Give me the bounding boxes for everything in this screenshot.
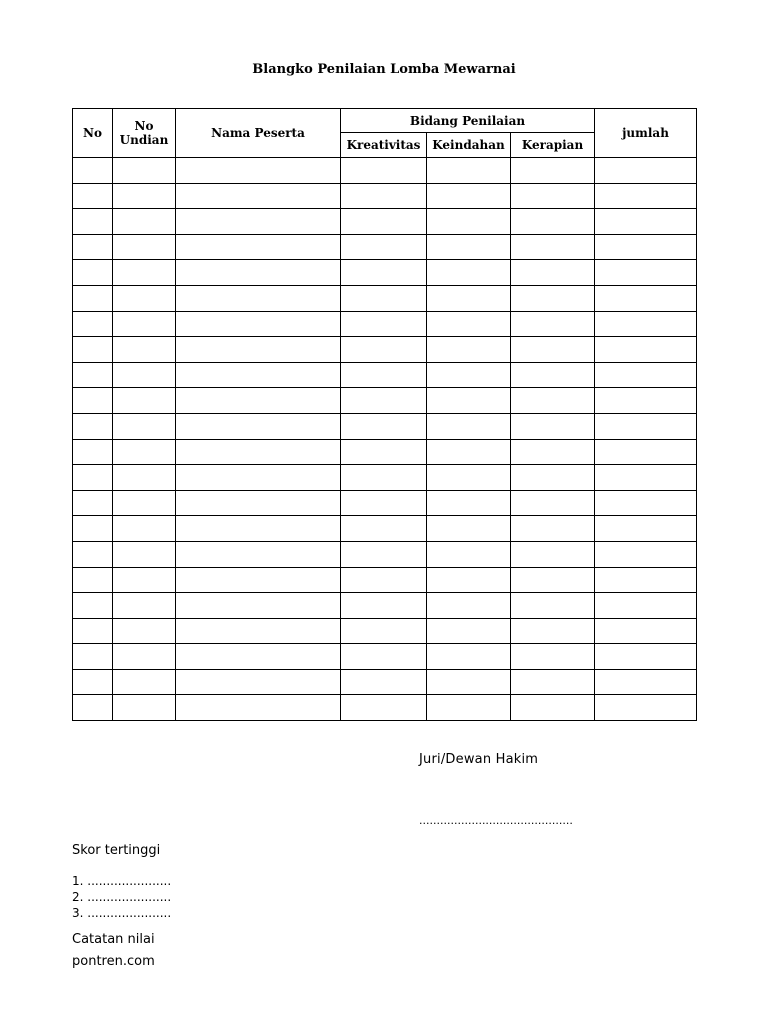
header-kerapian: Kerapian: [511, 133, 595, 158]
cell-no: [73, 209, 113, 235]
cell-jumlah: [595, 413, 697, 439]
table-row: [73, 260, 697, 286]
header-nama-peserta: Nama Peserta: [176, 109, 341, 158]
table-row: [73, 311, 697, 337]
cell-no: [73, 183, 113, 209]
cell-no: [73, 593, 113, 619]
cell-kreativitas: [341, 158, 427, 184]
document-title: Blangko Penilaian Lomba Mewarnai: [252, 62, 516, 77]
header-bidang-penilaian: Bidang Penilaian: [341, 109, 595, 133]
cell-keindahan: [427, 567, 511, 593]
cell-nama-peserta: [176, 362, 341, 388]
cell-nama-peserta: [176, 311, 341, 337]
table-row: [73, 362, 697, 388]
table-row: [73, 541, 697, 567]
table-row: [73, 644, 697, 670]
cell-nama-peserta: [176, 516, 341, 542]
cell-kerapian: [511, 593, 595, 619]
cell-no: [73, 260, 113, 286]
cell-jumlah: [595, 490, 697, 516]
cell-kreativitas: [341, 183, 427, 209]
cell-kreativitas: [341, 413, 427, 439]
skor-item-1: 1. ......................: [72, 874, 172, 888]
cell-keindahan: [427, 465, 511, 491]
cell-jumlah: [595, 388, 697, 414]
cell-no: [73, 490, 113, 516]
cell-kreativitas: [341, 593, 427, 619]
cell-keindahan: [427, 183, 511, 209]
cell-no: [73, 695, 113, 721]
cell-no: [73, 158, 113, 184]
cell-jumlah: [595, 644, 697, 670]
cell-kreativitas: [341, 234, 427, 260]
table-row: [73, 618, 697, 644]
cell-no-undian: [113, 285, 176, 311]
table-row: [73, 285, 697, 311]
cell-kerapian: [511, 541, 595, 567]
cell-no: [73, 669, 113, 695]
cell-jumlah: [595, 465, 697, 491]
cell-no-undian: [113, 541, 176, 567]
cell-keindahan: [427, 234, 511, 260]
cell-kerapian: [511, 490, 595, 516]
cell-kerapian: [511, 439, 595, 465]
cell-no-undian: [113, 439, 176, 465]
cell-no-undian: [113, 465, 176, 491]
cell-kerapian: [511, 362, 595, 388]
cell-no-undian: [113, 234, 176, 260]
cell-no-undian: [113, 337, 176, 363]
table-row: [73, 209, 697, 235]
score-table: [72, 108, 697, 721]
cell-jumlah: [595, 311, 697, 337]
table-row: [73, 183, 697, 209]
cell-kerapian: [511, 644, 595, 670]
cell-keindahan: [427, 593, 511, 619]
cell-keindahan: [427, 695, 511, 721]
cell-no: [73, 439, 113, 465]
cell-keindahan: [427, 644, 511, 670]
cell-kerapian: [511, 337, 595, 363]
table-row: [73, 669, 697, 695]
skor-tertinggi-label: Skor tertinggi: [72, 843, 161, 858]
cell-nama-peserta: [176, 260, 341, 286]
cell-nama-peserta: [176, 567, 341, 593]
cell-keindahan: [427, 311, 511, 337]
cell-no: [73, 465, 113, 491]
cell-nama-peserta: [176, 618, 341, 644]
cell-nama-peserta: [176, 439, 341, 465]
cell-kerapian: [511, 260, 595, 286]
cell-kreativitas: [341, 337, 427, 363]
skor-item-3: 3. ......................: [72, 906, 172, 920]
cell-no-undian: [113, 567, 176, 593]
table-row: [73, 158, 697, 184]
juri-signature-line: ............................................: [419, 814, 573, 827]
table-row: [73, 516, 697, 542]
cell-no: [73, 311, 113, 337]
cell-no-undian: [113, 593, 176, 619]
cell-no: [73, 337, 113, 363]
cell-keindahan: [427, 388, 511, 414]
cell-kreativitas: [341, 209, 427, 235]
cell-keindahan: [427, 158, 511, 184]
table-row: [73, 413, 697, 439]
cell-keindahan: [427, 362, 511, 388]
cell-nama-peserta: [176, 465, 341, 491]
cell-kerapian: [511, 183, 595, 209]
header-no-undian: [113, 109, 176, 158]
cell-jumlah: [595, 209, 697, 235]
cell-keindahan: [427, 618, 511, 644]
cell-kerapian: [511, 388, 595, 414]
cell-kerapian: [511, 158, 595, 184]
cell-keindahan: [427, 490, 511, 516]
cell-no: [73, 285, 113, 311]
cell-no: [73, 618, 113, 644]
cell-nama-peserta: [176, 593, 341, 619]
cell-jumlah: [595, 593, 697, 619]
header-jumlah: jumlah: [595, 109, 697, 158]
cell-kreativitas: [341, 644, 427, 670]
table-row: [73, 593, 697, 619]
cell-jumlah: [595, 337, 697, 363]
cell-nama-peserta: [176, 337, 341, 363]
cell-kerapian: [511, 695, 595, 721]
cell-keindahan: [427, 285, 511, 311]
cell-no: [73, 413, 113, 439]
cell-keindahan: [427, 669, 511, 695]
cell-kreativitas: [341, 618, 427, 644]
cell-no-undian: [113, 644, 176, 670]
cell-kreativitas: [341, 516, 427, 542]
cell-jumlah: [595, 516, 697, 542]
cell-kerapian: [511, 567, 595, 593]
cell-keindahan: [427, 439, 511, 465]
cell-jumlah: [595, 183, 697, 209]
cell-kreativitas: [341, 695, 427, 721]
cell-no-undian: [113, 388, 176, 414]
cell-no-undian: [113, 158, 176, 184]
cell-no-undian: [113, 618, 176, 644]
cell-kreativitas: [341, 311, 427, 337]
source-text: pontren.com: [72, 954, 155, 969]
cell-no: [73, 362, 113, 388]
cell-no-undian: [113, 669, 176, 695]
cell-kerapian: [511, 285, 595, 311]
cell-jumlah: [595, 158, 697, 184]
cell-kerapian: [511, 209, 595, 235]
cell-jumlah: [595, 439, 697, 465]
table-row: [73, 388, 697, 414]
cell-jumlah: [595, 567, 697, 593]
header-kreativitas: Kreativitas: [341, 133, 427, 158]
cell-nama-peserta: [176, 644, 341, 670]
cell-no-undian: [113, 695, 176, 721]
cell-kerapian: [511, 311, 595, 337]
cell-keindahan: [427, 260, 511, 286]
table-row: [73, 439, 697, 465]
cell-keindahan: [427, 337, 511, 363]
cell-kerapian: [511, 618, 595, 644]
cell-jumlah: [595, 695, 697, 721]
cell-no-undian: [113, 260, 176, 286]
cell-jumlah: [595, 541, 697, 567]
table-row: [73, 465, 697, 491]
cell-kreativitas: [341, 362, 427, 388]
catatan-nilai-label: Catatan nilai: [72, 932, 155, 947]
cell-nama-peserta: [176, 695, 341, 721]
skor-item-2: 2. ......................: [72, 890, 172, 904]
table-row: [73, 337, 697, 363]
table-row: [73, 695, 697, 721]
cell-no: [73, 567, 113, 593]
cell-kreativitas: [341, 541, 427, 567]
cell-no-undian: [113, 490, 176, 516]
cell-keindahan: [427, 541, 511, 567]
cell-nama-peserta: [176, 490, 341, 516]
cell-kerapian: [511, 465, 595, 491]
cell-jumlah: [595, 362, 697, 388]
cell-no-undian: [113, 362, 176, 388]
cell-jumlah: [595, 618, 697, 644]
header-no-undian-line1: No: [134, 119, 154, 133]
cell-nama-peserta: [176, 541, 341, 567]
cell-no: [73, 388, 113, 414]
cell-no-undian: [113, 209, 176, 235]
cell-kerapian: [511, 669, 595, 695]
cell-kreativitas: [341, 439, 427, 465]
cell-jumlah: [595, 234, 697, 260]
cell-jumlah: [595, 285, 697, 311]
cell-keindahan: [427, 413, 511, 439]
skor-list: [72, 873, 171, 921]
header-no-undian-line2: Undian: [119, 133, 169, 147]
cell-jumlah: [595, 260, 697, 286]
cell-kreativitas: [341, 669, 427, 695]
cell-no-undian: [113, 516, 176, 542]
cell-kreativitas: [341, 388, 427, 414]
cell-kreativitas: [341, 490, 427, 516]
header-no: No: [73, 109, 113, 158]
header-keindahan: Keindahan: [427, 133, 511, 158]
cell-nama-peserta: [176, 669, 341, 695]
cell-kerapian: [511, 234, 595, 260]
cell-nama-peserta: [176, 388, 341, 414]
cell-keindahan: [427, 209, 511, 235]
cell-keindahan: [427, 516, 511, 542]
cell-no: [73, 644, 113, 670]
cell-no-undian: [113, 311, 176, 337]
cell-kreativitas: [341, 285, 427, 311]
table-row: [73, 567, 697, 593]
cell-no: [73, 541, 113, 567]
cell-nama-peserta: [176, 209, 341, 235]
cell-kerapian: [511, 413, 595, 439]
cell-no: [73, 516, 113, 542]
table-row: [73, 234, 697, 260]
cell-nama-peserta: [176, 234, 341, 260]
juri-label: Juri/Dewan Hakim: [419, 752, 539, 767]
cell-no: [73, 234, 113, 260]
cell-nama-peserta: [176, 285, 341, 311]
cell-kreativitas: [341, 465, 427, 491]
cell-nama-peserta: [176, 158, 341, 184]
cell-no-undian: [113, 413, 176, 439]
cell-kreativitas: [341, 260, 427, 286]
cell-kreativitas: [341, 567, 427, 593]
score-table-body: [73, 158, 697, 721]
cell-nama-peserta: [176, 413, 341, 439]
cell-jumlah: [595, 669, 697, 695]
cell-kerapian: [511, 516, 595, 542]
table-row: [73, 490, 697, 516]
cell-no-undian: [113, 183, 176, 209]
score-table-header: [73, 109, 697, 158]
cell-nama-peserta: [176, 183, 341, 209]
